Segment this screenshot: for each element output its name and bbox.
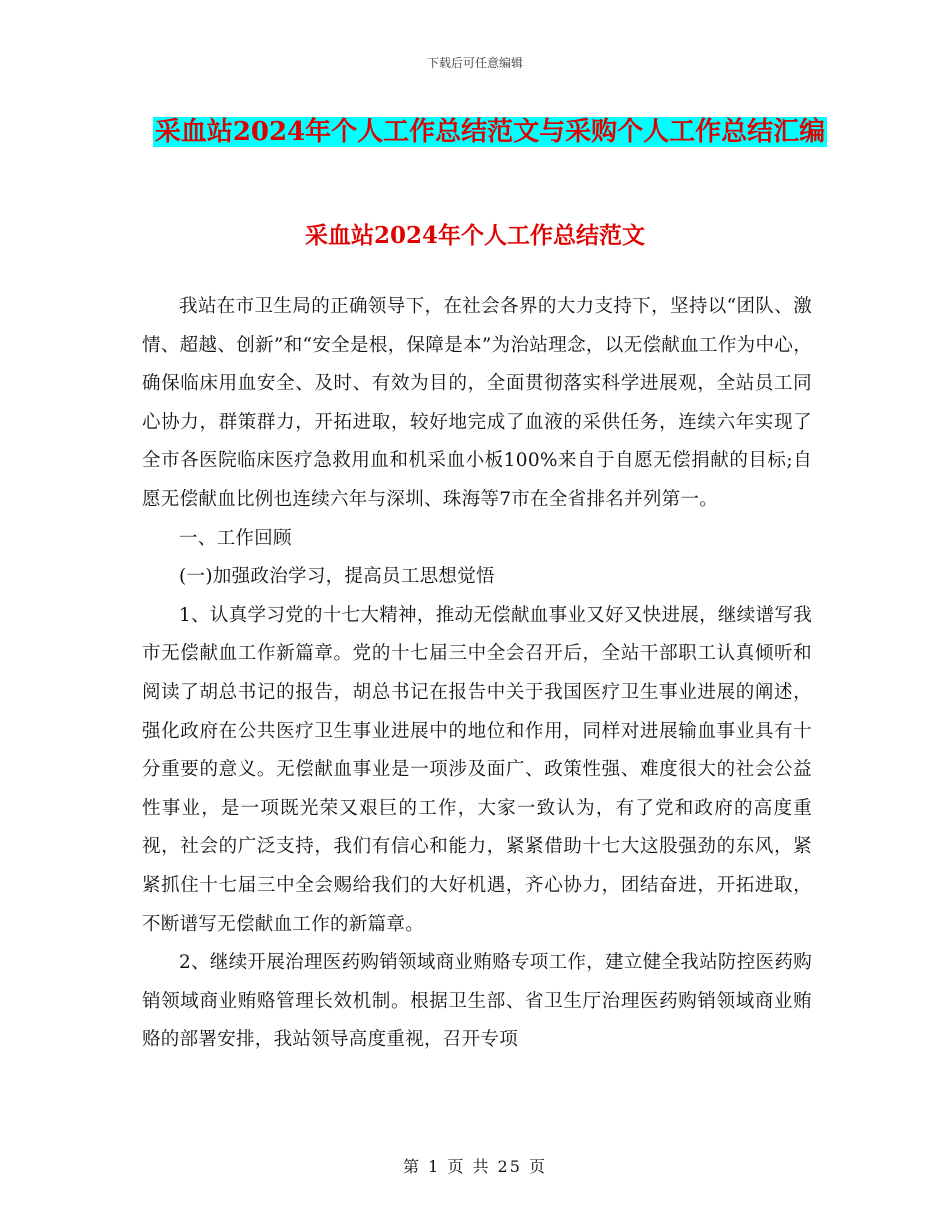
paragraph: 1、认真学习党的十七大精神，推动无偿献血事业又好又快进展，继续谱写我市无偿献血工作新篇章。党的十七届三中全会召开后，全站干部职工认真倾听和阅读了胡总书记的报告，胡总书记在报告中关于我国医疗卫生事业进展的阐述，强化政府在公共医疗卫生事业进展中的地位和作用，同样对进展输血事业具有十分重要的意义。无偿献血事业是一项涉及面广、政策性强、难度很大的社会公益性事业，是一项既光荣又艰巨的工作，大家一致认为，有了党和政府的高度重视，社会的广泛支持，我们有信心和能力，紧紧借助十七大这股强劲的东风，紧紧抓住十七届三中全会赐给我们的大好机遇，齐心协力，团结奋进，开拓进取，不断谱写无偿献血工作的新篇章。 (142, 604, 812, 935)
document-body (142, 288, 812, 1060)
document-title (140, 110, 840, 154)
page-number: 第 1 页 共 25 页 (403, 1157, 547, 1176)
section-title: 采血站2024年个人工作总结范文 (304, 222, 645, 249)
paragraph: 我站在市卫生局的正确领导下，在社会各界的大力支持下，坚持以“团队、激情、超越、创新”和“安全是根，保障是本”为治站理念，以无偿献血工作为中心，确保临床用血安全、及时、有效为目的，全面贯彻落实科学进展观，全站员工同心协力，群策群力，开拓进取，较好地完成了血液的采供任务，连续六年实现了全市各医院临床医疗急救用血和机采血小板100%来自于自愿无偿捐献的目标;自愿无偿献血比例也连续六年与深圳、珠海等7市在全省排名并列第一。 (142, 296, 812, 510)
paragraph: (一)加强政治学习，提高员工思想觉悟 (179, 566, 495, 588)
page-header: 下载后可任意编辑 (426, 56, 523, 70)
paragraph: 2、继续开展治理医药购销领域商业贿赂专项工作，建立健全我站防控医药购销领域商业贿赂管理长效机制。根据卫生部、省卫生厅治理医药购销领域商业贿赂的部署安排，我站领导高度重视，召开专项 (142, 952, 812, 1051)
document-title-text: 采血站2024年个人工作总结范文与采购个人工作总结汇编 (154, 117, 826, 147)
paragraph: 一、工作回顾 (179, 527, 292, 549)
